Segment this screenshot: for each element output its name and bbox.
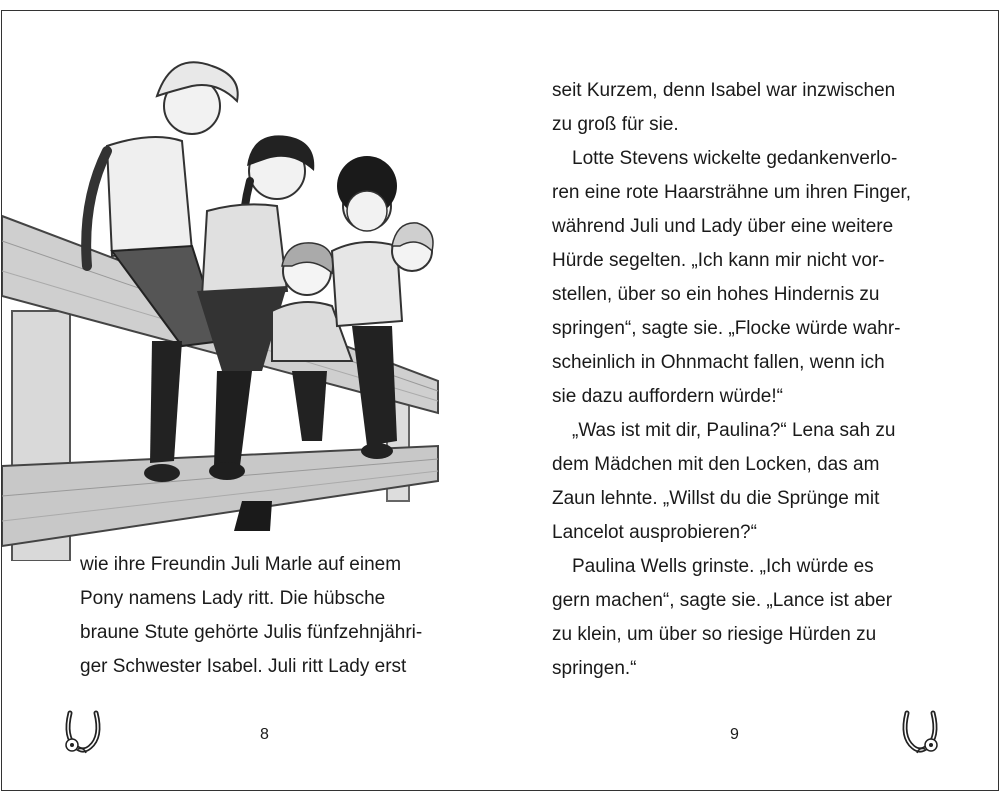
right-page-body-text bbox=[552, 74, 911, 686]
text-line: Paulina Wells grinste. „Ich würde es bbox=[572, 556, 874, 577]
text-line: Lancelot ausprobieren?“ bbox=[552, 522, 757, 543]
text-line: gern machen“, sagte sie. „Lance ist aber bbox=[552, 590, 893, 611]
text-line: zu klein, um über so riesige Hürden zu bbox=[552, 624, 877, 645]
text-line: ger Schwester Isabel. Juli ritt Lady erst bbox=[80, 656, 407, 677]
text-line: ren eine rote Haarsträhne um ihren Finger, bbox=[552, 182, 912, 203]
text-line: springen“, sagte sie. „Flocke würde wahr- bbox=[552, 318, 901, 339]
text-line: zu groß für sie. bbox=[552, 114, 679, 135]
text-line: sie dazu auffordern würde!“ bbox=[552, 386, 783, 407]
text-line: Zaun lehnte. „Willst du die Sprünge mit bbox=[552, 488, 880, 509]
page-number: 8 bbox=[260, 726, 269, 743]
text-line: Hürde segelten. „Ich kann mir nicht vor- bbox=[552, 250, 885, 271]
five-girls-on-fence-illustration bbox=[2, 41, 442, 561]
text-line: Pony namens Lady ritt. Die hübsche bbox=[80, 588, 386, 609]
horseshoe-flower-icon bbox=[58, 707, 108, 757]
left-page bbox=[1, 10, 501, 791]
text-line: scheinlich in Ohnmacht fallen, wenn ich bbox=[552, 352, 885, 373]
page-number: 9 bbox=[730, 726, 739, 743]
text-line: Lotte Stevens wickelte gedankenverlo- bbox=[572, 148, 898, 169]
right-page bbox=[500, 10, 999, 791]
horseshoe-flower-icon bbox=[895, 707, 945, 757]
text-line: stellen, über so ein hohes Hindernis zu bbox=[552, 284, 880, 305]
text-line: während Juli und Lady über eine weitere bbox=[552, 216, 894, 237]
left-page-body-text bbox=[80, 548, 422, 684]
text-line: dem Mädchen mit den Locken, das am bbox=[552, 454, 880, 475]
text-line: wie ihre Freundin Juli Marle auf einem bbox=[80, 554, 402, 575]
text-line: springen.“ bbox=[552, 658, 637, 679]
text-line: seit Kurzem, denn Isabel war inzwischen bbox=[552, 80, 896, 101]
text-line: braune Stute gehörte Julis fünfzehnjähri- bbox=[80, 622, 423, 643]
text-line: „Was ist mit dir, Paulina?“ Lena sah zu bbox=[572, 420, 896, 441]
